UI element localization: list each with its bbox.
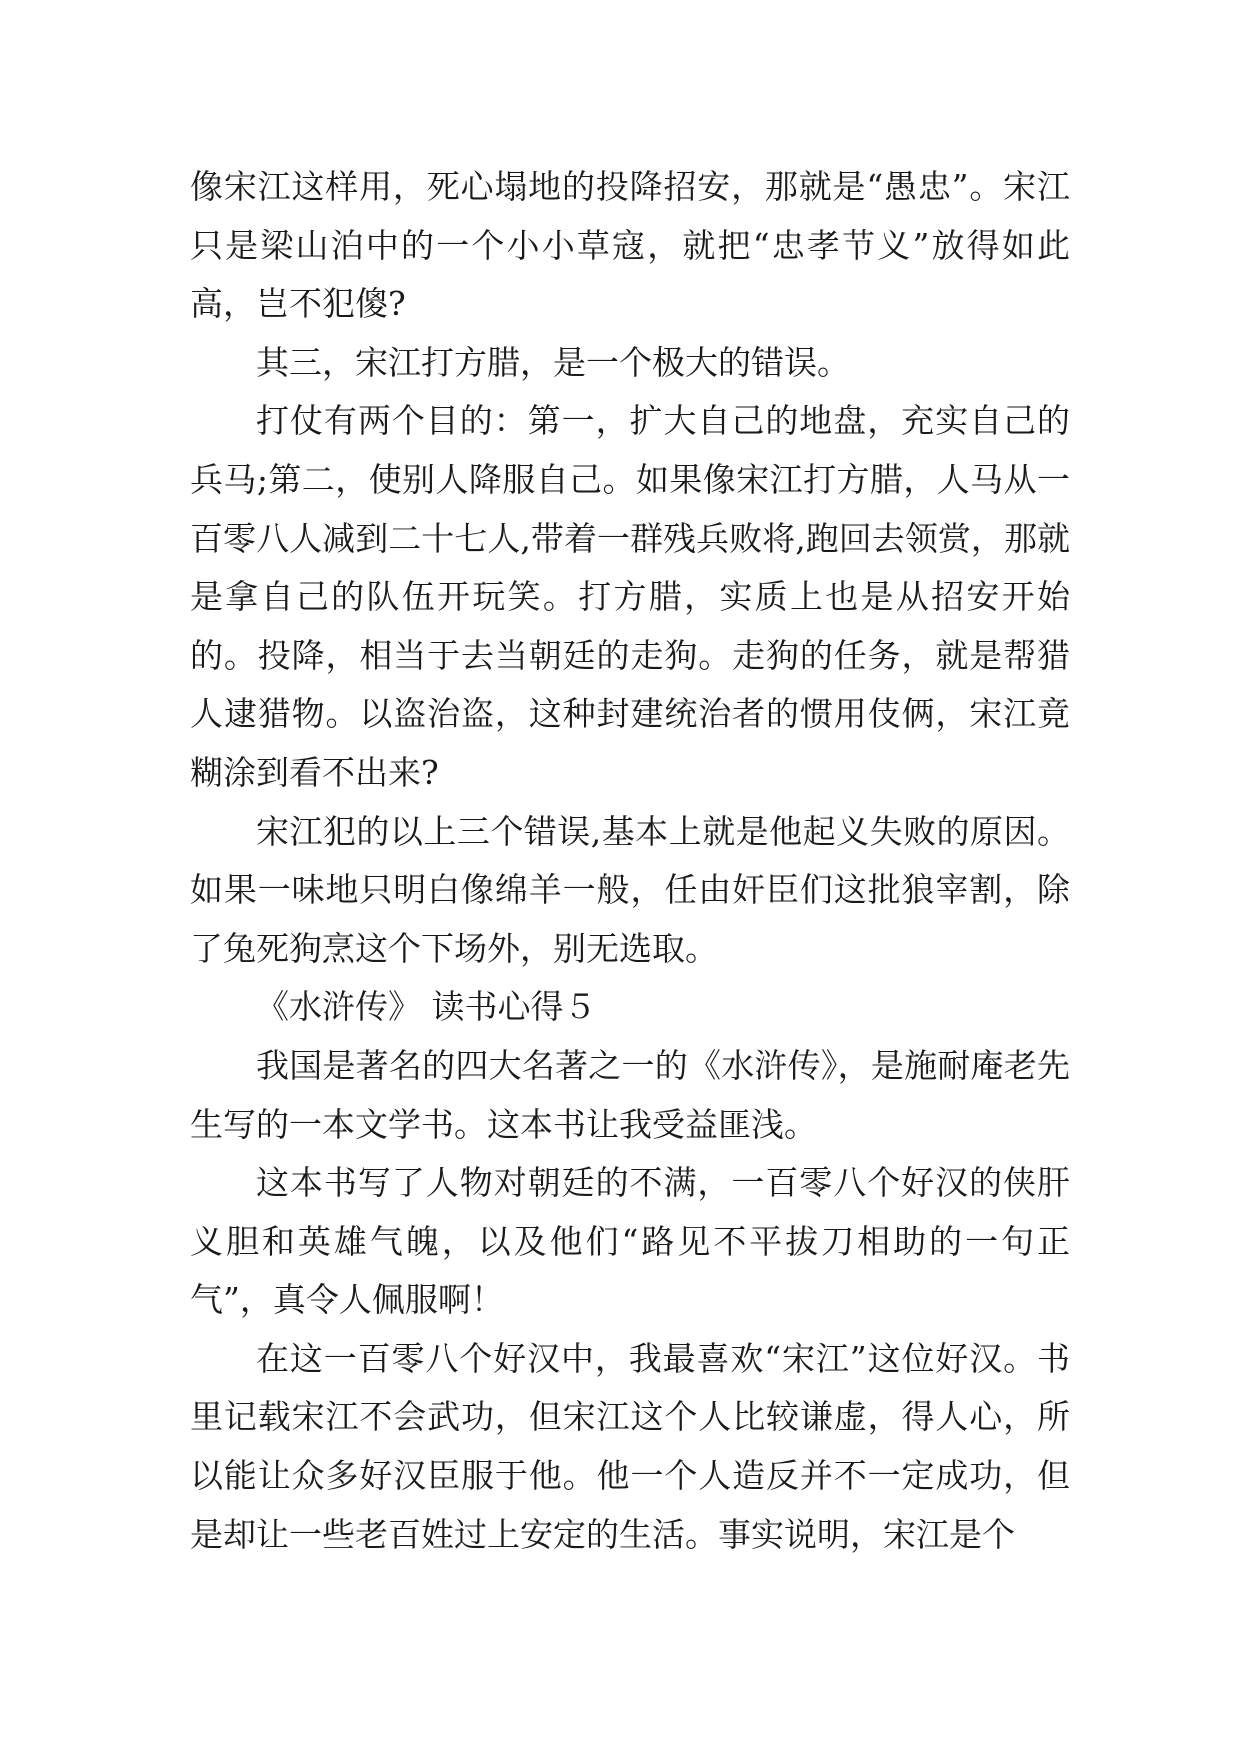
- paragraph: 其三，宋江打方腊，是一个极大的错误。: [256, 342, 850, 382]
- paragraph: 我国是著名的四大名著之一的《水浒传》，是施耐庵老先生写的一本文学书。这本书让我受益匪浅。: [190, 1045, 1070, 1144]
- paragraph: 这本书写了人物对朝廷的不满，一百零八个好汉的侠肝义胆和英雄气魄，以及他们“路见不平拔刀相助的一句正气”，真令人佩服啊！: [190, 1163, 1070, 1320]
- paragraph-continuation: 像宋江这样用，死心塌地的投降招安，那就是“愚忠”。宋江只是梁山泊中的一个小小草寇，就把“忠孝节义”放得如此高，岂不犯傻?: [190, 167, 1070, 324]
- paragraph: 在这一百零八个好汉中，我最喜欢“宋江”这位好汉。书里记载宋江不会武功，但宋江这个人比较谦虚，得人心，所以能让众多好汉臣服于他。他一个人造反并不一定成功，但是却让一些老百姓过上安定的生活。事实说明，宋江是个: [190, 1338, 1070, 1554]
- document-body: [190, 158, 1070, 1564]
- paragraph: 宋江犯的以上三个错误,基本上就是他起义失败的原因。如果一味地只明白像绵羊一般，任由奸臣们这批狼宰割，除了兔死狗烹这个下场外，别无选取。: [190, 811, 1070, 968]
- paragraph: 打仗有两个目的：第一，扩大自己的地盘，充实自己的兵马;第二，使别人降服自己。如果像宋江打方腊，人马从一百零八人减到二十七人,带着一群残兵败将,跑回去领赏，那就是拿自己的队伍开玩笑。打方腊，实质上也是从招安开始的。投降，相当于去当朝廷的走狗。走狗的任务，就是帮猎人逮猎物。以盗治盗，这种封建统治者的惯用伎俩，宋江竟糊涂到看不出来?: [190, 401, 1070, 792]
- section-heading: 《水浒传》 读书心得５: [256, 987, 597, 1027]
